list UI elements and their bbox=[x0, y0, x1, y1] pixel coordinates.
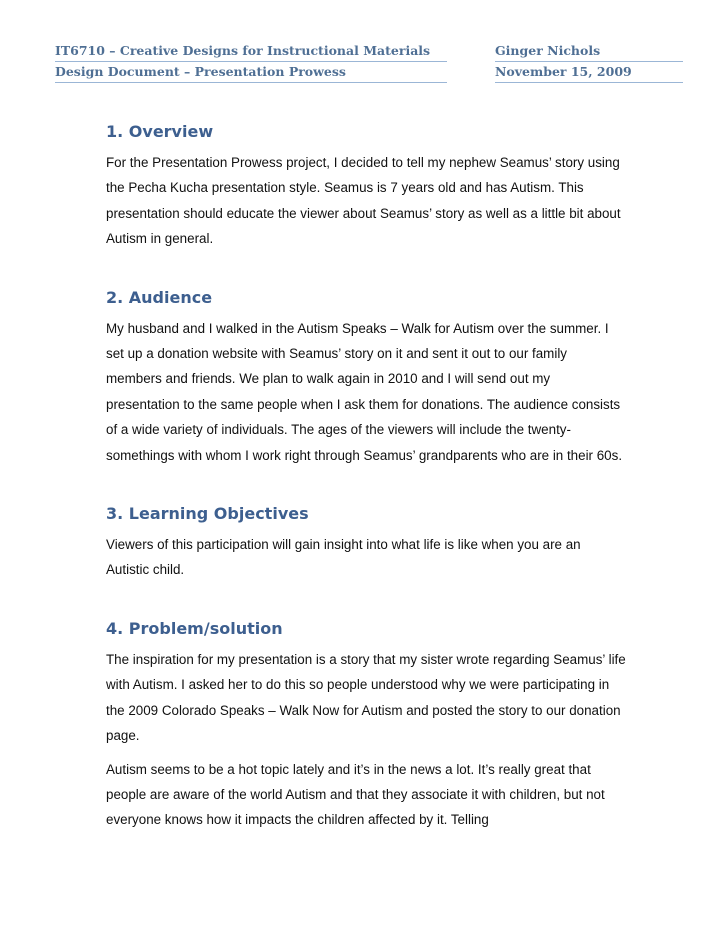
document-date: November 15, 2009 bbox=[495, 62, 683, 83]
learning-objectives-paragraph: Viewers of this participation will gain insight into what life is like when you are an Autistic child. bbox=[106, 537, 581, 578]
author-name: Ginger Nichols bbox=[495, 41, 683, 62]
course-title: IT6710 – Creative Designs for Instructional Materials bbox=[55, 41, 447, 62]
section-heading-overview: 1. Overview bbox=[106, 122, 214, 141]
overview-paragraph: For the Presentation Prowess project, I decided to tell my nephew Seamus’ story using the Pecha Kucha presentation style. Seamus is 7 years old and has Autism. This presentation should educate the viewer about Seamus’ story as well as a little bit about Autism in general. bbox=[106, 155, 621, 247]
header-left bbox=[55, 41, 447, 83]
section-heading-audience: 2. Audience bbox=[106, 287, 213, 307]
document-title: Design Document – Presentation Prowess bbox=[55, 62, 447, 83]
section-heading-problem-solution: 4. Problem/solution bbox=[106, 618, 283, 638]
problem-solution-paragraph-2: Autism seems to be a hot topic lately and it’s in the news a lot. It’s really great that people are aware of the world Autism and that they associate it with children, but not everyone knows how it impacts the children affected by it. Telling bbox=[106, 761, 605, 828]
document-body bbox=[106, 118, 626, 833]
problem-solution-paragraph-1: The inspiration for my presentation is a story that my sister wrote regarding Seamus’ life with Autism. I asked her to do this so people understood why we were participating in the 2009 Colorado Speaks – Walk Now for Autism and posted the story to our donation page. bbox=[106, 651, 626, 744]
header-right bbox=[495, 41, 683, 83]
section-heading-learning-objectives: 3. Learning Objectives bbox=[106, 504, 309, 524]
audience-paragraph: My husband and I walked in the Autism Speaks – Walk for Autism over the summer. I set up a donation website with Seamus’ story on it and sent it out to our family members and friends. We plan to walk again in 2010 and I will send out my presentation to the same people when I ask them for donations. The audience consists of a wide variety of individuals. The ages of the viewers will include the twenty-somethings with whom I work right through Seamus’ grandparents who are in their 60s. bbox=[106, 320, 623, 463]
